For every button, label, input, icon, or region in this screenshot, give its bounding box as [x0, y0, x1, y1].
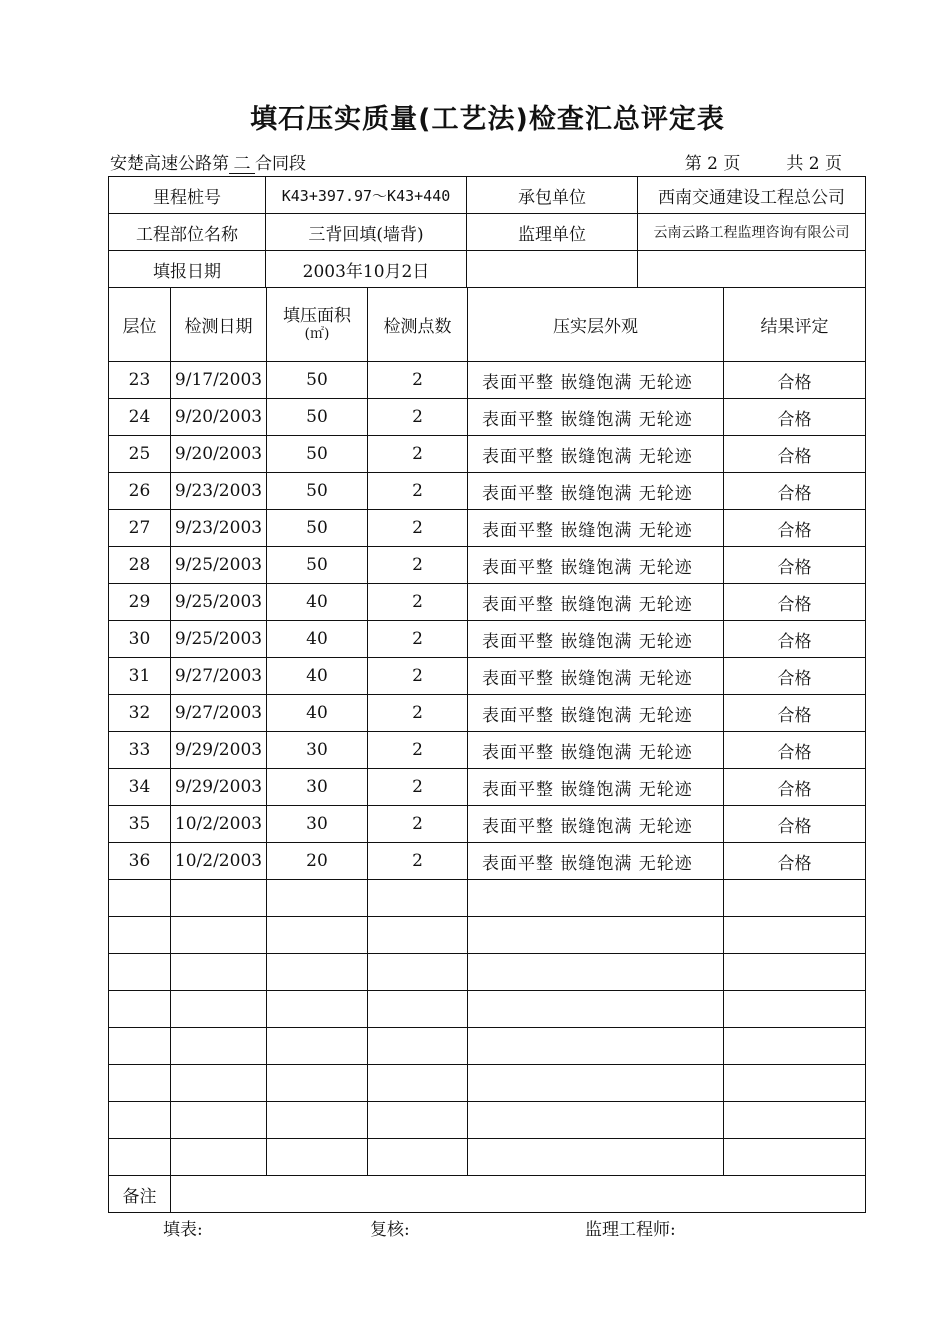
empty-cell — [368, 991, 468, 1028]
empty-cell — [267, 917, 368, 954]
cell-result: 合格 — [724, 769, 866, 806]
part-value: 三背回填(墙背) — [266, 214, 467, 251]
page-indicator — [685, 149, 842, 174]
page-title: 填石压实质量(工艺法)检查汇总评定表 — [250, 104, 725, 135]
cell-layer: 32 — [109, 695, 171, 732]
empty-cell — [171, 1102, 267, 1139]
empty-cell — [109, 880, 171, 917]
empty-cell — [109, 1102, 171, 1139]
col-header-area-label: 填压面积 — [283, 305, 351, 326]
cell-date: 9/29/2003 — [171, 769, 267, 806]
empty-cell — [724, 991, 866, 1028]
empty-row — [109, 954, 866, 991]
cell-result: 合格 — [724, 436, 866, 473]
empty-cell — [109, 1065, 171, 1102]
page-number: 第 2 页 — [684, 154, 741, 174]
empty-row — [109, 880, 866, 917]
date-value: 2003年10月2日 — [266, 251, 467, 288]
empty-cell — [267, 1065, 368, 1102]
cell-layer: 27 — [109, 510, 171, 547]
cell-result: 合格 — [724, 732, 866, 769]
table-row — [109, 695, 866, 732]
cell-result: 合格 — [724, 621, 866, 658]
contract-section — [110, 149, 306, 174]
cell-result: 合格 — [724, 399, 866, 436]
empty-cell — [368, 1139, 468, 1176]
empty-cell — [109, 1028, 171, 1065]
table-row — [109, 621, 866, 658]
table-row — [109, 584, 866, 621]
empty-cell — [638, 251, 866, 288]
empty-row — [109, 1065, 866, 1102]
cell-date: 10/2/2003 — [171, 806, 267, 843]
cell-points: 2 — [368, 584, 468, 621]
table-row — [109, 769, 866, 806]
empty-cell — [267, 954, 368, 991]
cell-appearance: 表面平整 嵌缝饱满 无轮迹 — [468, 362, 724, 399]
cell-date: 9/25/2003 — [171, 621, 267, 658]
empty-cell — [171, 991, 267, 1028]
empty-cell — [724, 917, 866, 954]
info-row-date — [109, 251, 866, 288]
cell-area: 50 — [267, 510, 368, 547]
cell-points: 2 — [368, 806, 468, 843]
section-number: 二 — [229, 155, 255, 174]
empty-cell — [171, 1065, 267, 1102]
empty-cell — [109, 991, 171, 1028]
col-header-layer: 层位 — [109, 288, 171, 362]
cell-result: 合格 — [724, 843, 866, 880]
cell-points: 2 — [368, 695, 468, 732]
cell-points: 2 — [368, 843, 468, 880]
cell-layer: 26 — [109, 473, 171, 510]
empty-cell — [267, 1028, 368, 1065]
cell-result: 合格 — [724, 547, 866, 584]
cell-points: 2 — [368, 658, 468, 695]
cell-appearance: 表面平整 嵌缝饱满 无轮迹 — [468, 732, 724, 769]
cell-appearance: 表面平整 嵌缝饱满 无轮迹 — [468, 769, 724, 806]
cell-layer: 28 — [109, 547, 171, 584]
empty-cell — [368, 917, 468, 954]
mileage-value: K43+397.97～K43+440 — [266, 177, 467, 214]
empty-cell — [468, 1102, 724, 1139]
col-header-area — [267, 288, 368, 362]
empty-cell — [171, 917, 267, 954]
cell-points: 2 — [368, 732, 468, 769]
cell-date: 9/27/2003 — [171, 658, 267, 695]
engineer-label: 监理工程师: — [585, 1220, 676, 1240]
remark-row — [109, 1176, 866, 1213]
info-row-part — [109, 214, 866, 251]
table-row — [109, 732, 866, 769]
date-label: 填报日期 — [109, 251, 266, 288]
empty-cell — [724, 954, 866, 991]
empty-cell — [467, 251, 638, 288]
empty-cell — [171, 880, 267, 917]
subheader — [110, 149, 864, 173]
cell-result: 合格 — [724, 473, 866, 510]
cell-appearance: 表面平整 嵌缝饱满 无轮迹 — [468, 473, 724, 510]
cell-layer: 24 — [109, 399, 171, 436]
cell-date: 9/23/2003 — [171, 473, 267, 510]
empty-cell — [724, 1102, 866, 1139]
cell-layer: 29 — [109, 584, 171, 621]
cell-appearance: 表面平整 嵌缝饱满 无轮迹 — [468, 658, 724, 695]
remark-value — [171, 1176, 866, 1213]
cell-date: 9/29/2003 — [171, 732, 267, 769]
cell-result: 合格 — [724, 362, 866, 399]
cell-area: 40 — [267, 695, 368, 732]
cell-layer: 31 — [109, 658, 171, 695]
cell-area: 50 — [267, 362, 368, 399]
col-header-area-unit: (㎡) — [304, 325, 330, 342]
empty-cell — [171, 1139, 267, 1176]
cell-result: 合格 — [724, 658, 866, 695]
empty-cell — [724, 1065, 866, 1102]
empty-cell — [267, 880, 368, 917]
empty-cell — [368, 880, 468, 917]
contract-prefix: 安楚高速公路第 — [110, 154, 229, 174]
empty-cell — [468, 1028, 724, 1065]
cell-points: 2 — [368, 769, 468, 806]
cell-area: 30 — [267, 769, 368, 806]
empty-cell — [171, 954, 267, 991]
empty-cell — [468, 1139, 724, 1176]
col-header-points: 检测点数 — [368, 288, 468, 362]
cell-result: 合格 — [724, 584, 866, 621]
cell-appearance: 表面平整 嵌缝饱满 无轮迹 — [468, 436, 724, 473]
signature-footer — [0, 1215, 950, 1239]
empty-row — [109, 1028, 866, 1065]
cell-area: 20 — [267, 843, 368, 880]
table-row — [109, 510, 866, 547]
cell-result: 合格 — [724, 695, 866, 732]
empty-cell — [109, 954, 171, 991]
cell-date: 9/27/2003 — [171, 695, 267, 732]
empty-row — [109, 917, 866, 954]
empty-cell — [267, 1102, 368, 1139]
empty-cell — [468, 1065, 724, 1102]
mileage-label: 里程桩号 — [109, 177, 266, 214]
supervisor-label: 监理单位 — [467, 214, 638, 251]
empty-cell — [724, 880, 866, 917]
table-row — [109, 547, 866, 584]
table-row — [109, 806, 866, 843]
cell-appearance: 表面平整 嵌缝饱满 无轮迹 — [468, 547, 724, 584]
cell-points: 2 — [368, 473, 468, 510]
empty-cell — [468, 954, 724, 991]
cell-appearance: 表面平整 嵌缝饱满 无轮迹 — [468, 584, 724, 621]
cell-appearance: 表面平整 嵌缝饱满 无轮迹 — [468, 843, 724, 880]
cell-layer: 36 — [109, 843, 171, 880]
table-row — [109, 473, 866, 510]
empty-cell — [368, 954, 468, 991]
cell-layer: 33 — [109, 732, 171, 769]
empty-cell — [724, 1139, 866, 1176]
cell-appearance: 表面平整 嵌缝饱满 无轮迹 — [468, 399, 724, 436]
contractor-value: 西南交通建设工程总公司 — [638, 177, 866, 214]
cell-date: 9/17/2003 — [171, 362, 267, 399]
empty-cell — [468, 991, 724, 1028]
cell-date: 9/20/2003 — [171, 436, 267, 473]
cell-appearance: 表面平整 嵌缝饱满 无轮迹 — [468, 806, 724, 843]
empty-cell — [724, 1028, 866, 1065]
contract-suffix: 合同段 — [255, 154, 306, 174]
cell-layer: 34 — [109, 769, 171, 806]
cell-points: 2 — [368, 621, 468, 658]
cell-appearance: 表面平整 嵌缝饱满 无轮迹 — [468, 621, 724, 658]
cell-layer: 30 — [109, 621, 171, 658]
supervisor-value: 云南云路工程监理咨询有限公司 — [638, 214, 866, 251]
empty-cell — [267, 991, 368, 1028]
cell-date: 9/25/2003 — [171, 584, 267, 621]
info-row-mileage — [109, 177, 866, 214]
empty-row — [109, 991, 866, 1028]
empty-cell — [109, 1139, 171, 1176]
empty-row — [109, 1102, 866, 1139]
cell-layer: 35 — [109, 806, 171, 843]
cell-layer: 23 — [109, 362, 171, 399]
cell-date: 9/23/2003 — [171, 510, 267, 547]
cell-area: 50 — [267, 473, 368, 510]
page-total: 共 2 页 — [786, 154, 842, 174]
contractor-label: 承包单位 — [467, 177, 638, 214]
cell-area: 40 — [267, 584, 368, 621]
col-header-date: 检测日期 — [171, 288, 267, 362]
cell-points: 2 — [368, 510, 468, 547]
reviewer-label: 复核: — [370, 1220, 410, 1240]
cell-area: 30 — [267, 732, 368, 769]
cell-appearance: 表面平整 嵌缝饱满 无轮迹 — [468, 510, 724, 547]
table-row — [109, 362, 866, 399]
cell-area: 50 — [267, 399, 368, 436]
cell-area: 50 — [267, 547, 368, 584]
cell-result: 合格 — [724, 806, 866, 843]
cell-points: 2 — [368, 399, 468, 436]
inspection-table — [108, 287, 866, 1213]
cell-points: 2 — [368, 436, 468, 473]
cell-result: 合格 — [724, 510, 866, 547]
table-row — [109, 399, 866, 436]
col-header-result: 结果评定 — [724, 288, 866, 362]
empty-cell — [368, 1028, 468, 1065]
cell-date: 9/20/2003 — [171, 399, 267, 436]
empty-cell — [468, 917, 724, 954]
empty-cell — [171, 1028, 267, 1065]
cell-points: 2 — [368, 362, 468, 399]
cell-date: 10/2/2003 — [171, 843, 267, 880]
cell-area: 40 — [267, 658, 368, 695]
cell-appearance: 表面平整 嵌缝饱满 无轮迹 — [468, 695, 724, 732]
empty-cell — [267, 1139, 368, 1176]
empty-row — [109, 1139, 866, 1176]
empty-cell — [109, 917, 171, 954]
table-row — [109, 843, 866, 880]
info-table — [108, 176, 866, 288]
part-label: 工程部位名称 — [109, 214, 266, 251]
table-row — [109, 436, 866, 473]
cell-date: 9/25/2003 — [171, 547, 267, 584]
remark-label: 备注 — [109, 1176, 171, 1213]
cell-area: 30 — [267, 806, 368, 843]
cell-layer: 25 — [109, 436, 171, 473]
column-header-row — [109, 288, 866, 362]
filler-label: 填表: — [163, 1220, 203, 1240]
empty-cell — [468, 880, 724, 917]
col-header-appearance: 压实层外观 — [468, 288, 724, 362]
cell-area: 40 — [267, 621, 368, 658]
empty-cell — [368, 1065, 468, 1102]
cell-points: 2 — [368, 547, 468, 584]
empty-cell — [368, 1102, 468, 1139]
table-row — [109, 658, 866, 695]
cell-area: 50 — [267, 436, 368, 473]
